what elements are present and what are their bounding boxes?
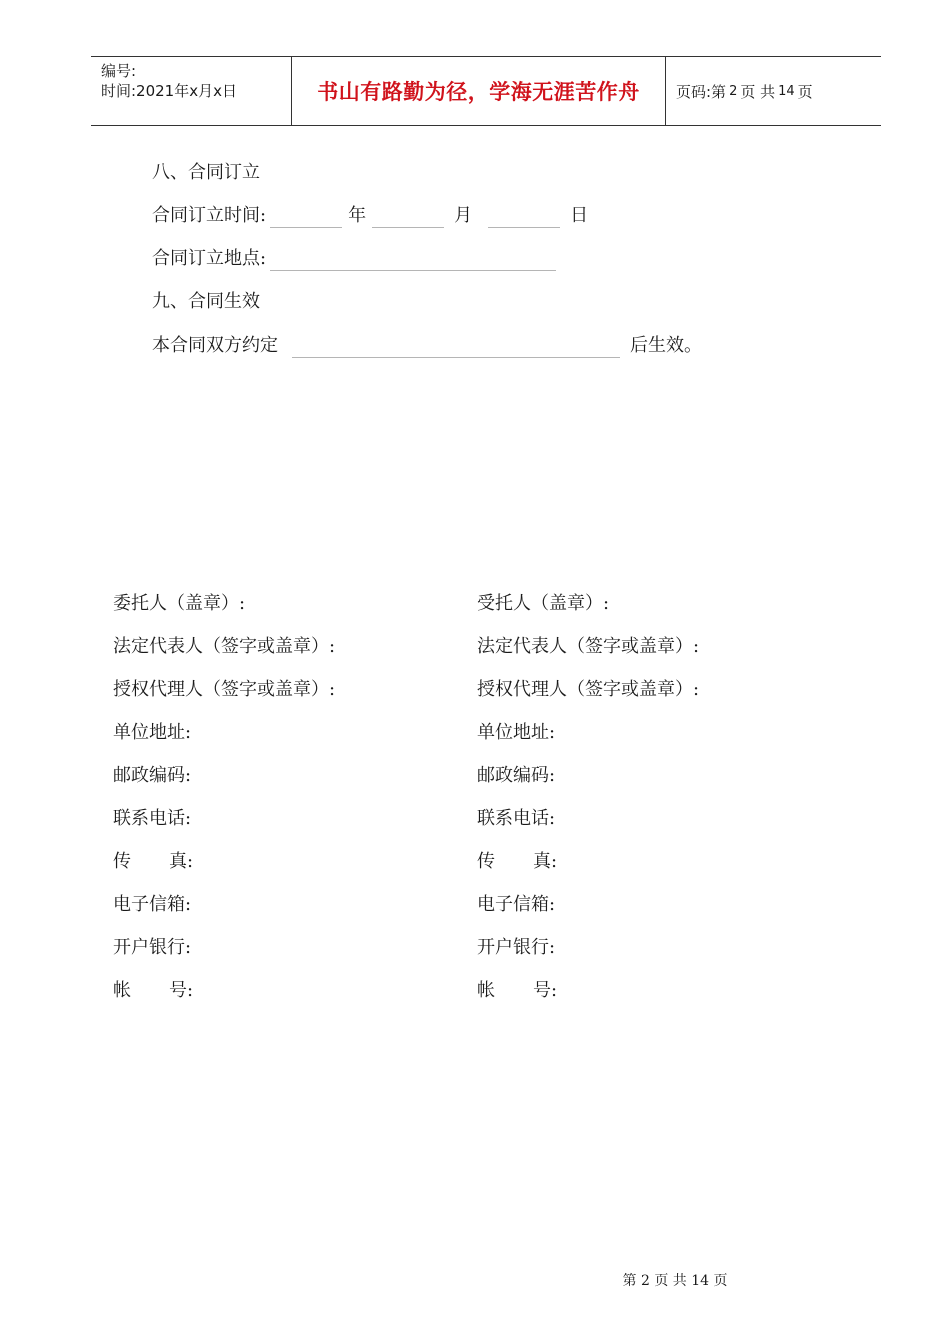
client-agent: 授权代理人（签字或盖章）: [113,679,336,700]
client-legal-rep: 法定代表人（签字或盖章）: [113,636,336,657]
page-mid: 页 共 [740,82,776,101]
footer-total: 14 [691,1273,710,1289]
section9-heading: 九、合同生效 [152,291,260,312]
month-blank[interactable] [372,205,444,228]
page-header [91,56,881,126]
page-prefix: 页码:第 [676,82,727,101]
client-phone: 联系电话: [113,808,192,829]
month-label: 月 [454,205,473,226]
agent-fax-char1: 传 [477,851,495,872]
page-total: 14 [778,83,795,99]
time-label: 时间:2021年x月x日 [101,82,237,100]
agent-email: 电子信箱: [477,894,556,915]
agent-address: 单位地址: [477,722,556,743]
client-account-char1: 帐 [113,980,131,1001]
client-fax-char2: 真: [169,851,194,872]
client-account-char2: 号: [169,980,194,1001]
agent-seal: 受托人（盖章）: [477,593,610,614]
client-address: 单位地址: [113,722,192,743]
place-blank[interactable] [270,248,556,271]
client-seal: 委托人（盖章）: [113,593,246,614]
signing-time-label: 合同订立时间: [152,205,267,226]
client-party-block [113,592,433,1022]
effect-condition-blank[interactable] [292,335,620,358]
day-blank[interactable] [488,205,560,228]
agent-fax-char2: 真: [533,851,558,872]
footer-suffix: 页 [713,1273,728,1289]
header-meta [91,57,292,125]
agent-agent: 授权代理人（签字或盖章）: [477,679,700,700]
section8-heading: 八、合同订立 [152,162,260,183]
effect-text-before: 本合同双方约定 [152,335,278,356]
agent-party-block [477,592,797,1022]
day-label: 日 [570,205,589,226]
footer-prefix: 第 [622,1273,637,1289]
agent-legal-rep: 法定代表人（签字或盖章）: [477,636,700,657]
signing-place-label: 合同订立地点: [152,248,267,269]
signing-place-row [152,247,556,271]
code-label: 编号: [101,62,137,80]
agent-account-char2: 号: [533,980,558,1001]
agent-postcode: 邮政编码: [477,765,556,786]
footer-current: 2 [640,1273,650,1289]
agent-account-char1: 帐 [477,980,495,1001]
agent-bank: 开户银行: [477,937,556,958]
year-label: 年 [348,205,367,226]
effect-text-after: 后生效。 [630,335,702,356]
page-current: 2 [729,83,738,99]
agent-account [477,979,797,1022]
client-postcode: 邮政编码: [113,765,192,786]
agent-phone: 联系电话: [477,808,556,829]
header-page-number [666,57,881,125]
client-bank: 开户银行: [113,937,192,958]
client-fax-char1: 传 [113,851,131,872]
year-blank[interactable] [270,205,342,228]
header-slogan: 书山有路勤为径，学海无涯苦作舟 [292,57,666,125]
signing-time-row [152,204,588,228]
page-suffix: 页 [797,82,813,101]
page-footer [0,1270,950,1290]
client-fax [113,850,433,893]
footer-mid: 页 共 [654,1273,687,1289]
client-account [113,979,433,1022]
agent-fax [477,850,797,893]
effect-row [152,334,702,358]
client-email: 电子信箱: [113,894,192,915]
